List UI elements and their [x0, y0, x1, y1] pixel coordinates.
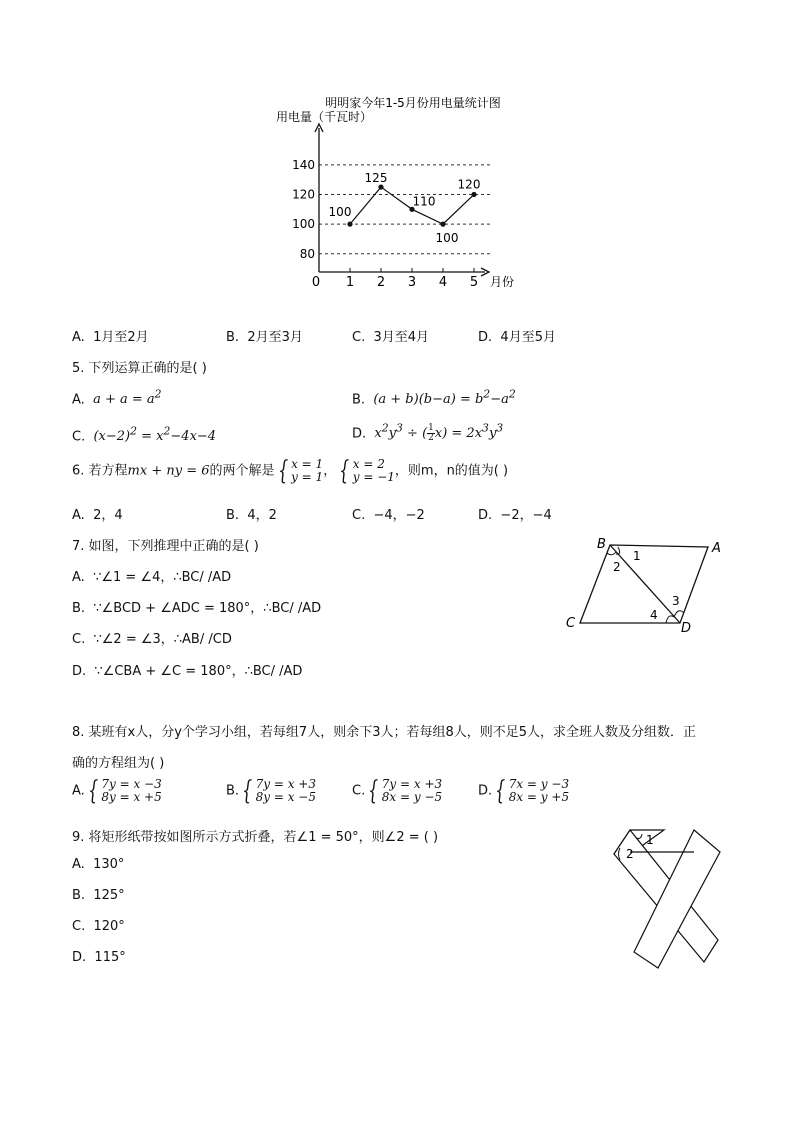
option-text: 3月至4月: [373, 330, 430, 345]
option-letter: B.: [72, 601, 86, 616]
math-expression: $(a + b)(b-a) = b^2-a^2$: [373, 388, 516, 408]
equation-system: { 7y = x +3 8y = x −5: [242, 775, 316, 806]
chart-title: 明明家今年1-5月份用电量统计图: [325, 96, 501, 110]
q9-option-d[interactable]: [72, 950, 126, 965]
angle-label-1: 1: [633, 549, 641, 563]
option-letter: C.: [72, 632, 86, 647]
electricity-line-chart: [270, 90, 530, 295]
q7-option-c[interactable]: [72, 628, 232, 647]
equation-system: { 7y = x +3 8x = y −5: [368, 775, 443, 806]
option-text: 120°: [93, 919, 125, 934]
math-expression: $(x-2)^2 = x^2-4x-4$: [93, 425, 217, 445]
q6-option-b[interactable]: [226, 504, 277, 523]
option-text: 1月至2月: [93, 330, 149, 345]
option-letter: C.: [72, 429, 86, 445]
q6-option-c[interactable]: [352, 504, 425, 523]
option-text: −2，−4: [500, 508, 552, 523]
vertex-c: C: [566, 616, 576, 631]
option-text: 130°: [93, 857, 125, 872]
option-text: −4，−2: [373, 508, 425, 523]
angle-label-2: 2: [626, 847, 634, 861]
parallelogram-outline: [580, 545, 708, 623]
option-text: ∵∠BCD + ∠ADC = 180°，∴BC/ /AD: [93, 601, 322, 616]
q6-solution-2: { x = 2 y = −1: [339, 455, 395, 486]
parallelogram-figure: [560, 535, 730, 635]
option-letter: A.: [72, 783, 85, 799]
q8-stem-line2: 确的方程组为( ): [72, 756, 165, 771]
q4-option-b[interactable]: [226, 326, 303, 345]
option-letter: A.: [72, 392, 85, 408]
vertex-b: B: [597, 537, 606, 552]
option-letter: B.: [72, 888, 86, 903]
option-letter: A.: [72, 330, 85, 345]
x-tick-1: 1: [345, 275, 355, 290]
angle-label-3: 3: [672, 594, 680, 608]
angle-arc-2: [607, 552, 616, 555]
q6-stem-start: 6. 若方程: [72, 463, 128, 479]
q8-option-b[interactable]: [226, 775, 316, 806]
vertex-a: A: [712, 541, 721, 556]
q6-stem-end: ，则m，n的值为( ): [394, 463, 509, 479]
option-letter: B.: [352, 392, 366, 408]
q4-option-a[interactable]: [72, 326, 149, 345]
y-tick-100: 100: [292, 217, 315, 232]
data-label-1: 100: [328, 205, 352, 220]
data-point-1: [347, 222, 352, 227]
q5-stem: 5. 下列运算正确的是( ): [72, 361, 207, 376]
q6-equation: mx + ny = 6: [127, 463, 210, 479]
vertex-d: D: [681, 621, 692, 635]
equation-system: { 7x = y −3 8x = y +5: [495, 775, 570, 806]
option-text: 4，2: [247, 508, 277, 523]
angle-arc-4: [666, 616, 674, 623]
option-letter: D.: [478, 330, 493, 345]
chart-ylabel: 用电量（千瓦时）: [276, 110, 373, 124]
q5-option-d[interactable]: [352, 422, 503, 443]
y-tick-80: 80: [299, 246, 315, 261]
option-letter: D.: [72, 950, 87, 965]
q7-option-a[interactable]: [72, 566, 231, 585]
q6-solution-1: { x = 1 y = 1: [277, 455, 324, 486]
math-expression: $x^2y^3$ ÷ ( $\frac{1}{2}$ $x) = 2x^3y^3$: [374, 422, 504, 444]
option-letter: D.: [352, 426, 367, 442]
angle-label-2: 2: [613, 560, 621, 574]
y-tick-140: 140: [292, 157, 315, 172]
option-text: 125°: [93, 888, 125, 903]
option-letter: A.: [72, 857, 85, 872]
x-tick-3: 3: [407, 275, 417, 290]
option-letter: D.: [478, 508, 493, 523]
option-letter: C.: [352, 783, 366, 799]
q5-option-c[interactable]: [72, 425, 216, 444]
x-tick-4: 4: [438, 275, 448, 290]
option-letter: D.: [478, 783, 493, 799]
q7-stem: 7. 如图，下列推理中正确的是( ): [72, 539, 259, 554]
option-text: 2月至3月: [247, 330, 303, 345]
angle-label-1: 1: [646, 833, 654, 847]
data-label-5: 120: [457, 177, 481, 192]
option-letter: C.: [352, 508, 366, 523]
option-text: 2，4: [93, 508, 123, 523]
data-point-4: [440, 222, 445, 227]
q8-option-a[interactable]: [72, 775, 162, 806]
option-letter: D.: [72, 664, 87, 679]
q4-option-d[interactable]: [478, 326, 556, 345]
option-text: ∵∠1 = ∠4，∴BC/ /AD: [93, 570, 232, 585]
x-tick-2: 2: [376, 275, 386, 290]
q7-option-b[interactable]: [72, 597, 321, 616]
option-letter: B.: [226, 330, 240, 345]
chart-origin-label: 0: [311, 275, 321, 290]
data-label-2: 125: [364, 171, 388, 186]
folded-strip-figure: [608, 822, 728, 972]
q5-option-a[interactable]: [72, 388, 162, 407]
option-text: 4月至5月: [500, 330, 556, 345]
q8-option-c[interactable]: [352, 775, 443, 806]
q7-option-d[interactable]: [72, 660, 302, 679]
chart-xlabel: 月份: [490, 275, 515, 289]
option-letter: B.: [226, 508, 240, 523]
q9-option-a[interactable]: [72, 857, 124, 872]
data-point-2: [378, 184, 383, 189]
angle-label-4: 4: [650, 608, 658, 622]
diagonal-bd: [610, 545, 680, 623]
option-letter: C.: [72, 919, 86, 934]
data-label-4: 100: [435, 231, 459, 246]
q6-stem-mid: 的两个解是: [209, 463, 275, 479]
q8-stem-line1: 8. 某班有x人，分y个学习小组，若每组7人，则余下3人；若每组8人，则不足5人，求全班人数及分组数．正: [72, 725, 697, 740]
option-letter: A.: [72, 570, 85, 585]
option-text: ∵∠CBA + ∠C = 180°，∴BC/ /AD: [94, 664, 303, 679]
y-tick-120: 120: [292, 187, 315, 202]
option-text: 115°: [94, 950, 126, 965]
q9-option-b[interactable]: [72, 888, 125, 903]
data-point-5: [471, 192, 476, 197]
equation-system: { 7y = x −3 8y = x +5: [88, 775, 162, 806]
option-letter: A.: [72, 508, 85, 523]
q9-option-c[interactable]: [72, 919, 125, 934]
math-expression: $a + a = a^2$: [93, 388, 162, 408]
q8-option-d[interactable]: [478, 775, 570, 806]
x-tick-5: 5: [469, 275, 479, 290]
q9-stem: 9. 将矩形纸带按如图所示方式折叠，若∠1 = 50°，则∠2 = ( ): [72, 830, 439, 845]
option-letter: B.: [226, 783, 240, 799]
q6-option-d[interactable]: [478, 504, 552, 523]
option-letter: C.: [352, 330, 366, 345]
q6-option-a[interactable]: [72, 504, 123, 523]
data-label-3: 110: [412, 194, 436, 209]
option-text: ∵∠2 = ∠3，∴AB/ /CD: [93, 632, 232, 647]
q5-option-b[interactable]: [352, 388, 516, 407]
q4-option-c[interactable]: [352, 326, 429, 345]
q6-stem: 6. 若方程mx + ny = 6的两个解是 { x = 1 y = 1 ， { x = 2 y = −1 ，则m，n的值为( ): [72, 455, 509, 486]
